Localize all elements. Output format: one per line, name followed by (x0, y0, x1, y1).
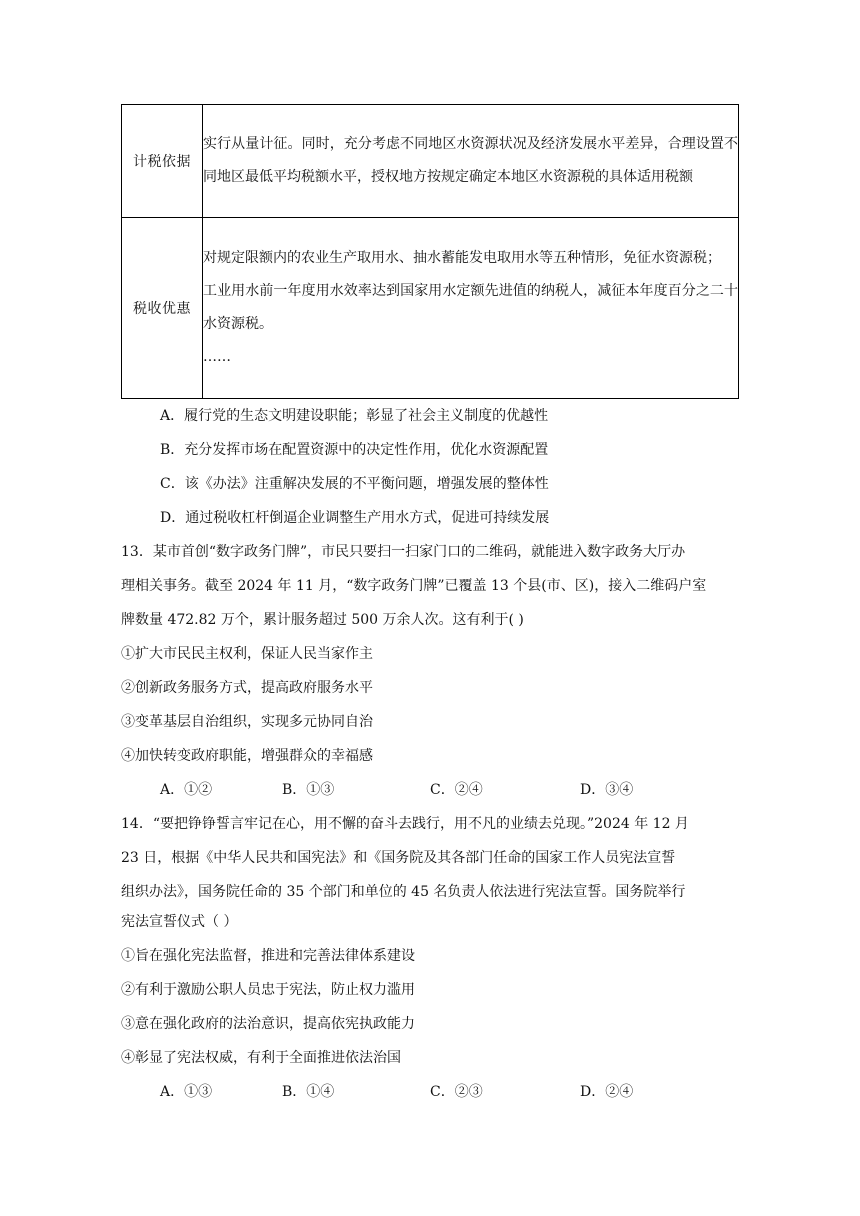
q13-statement-1: ①扩大市民民主权利，保证人民当家作主 (121, 646, 373, 662)
q13-statement-2: ②创新政务服务方式，提高政府服务水平 (121, 680, 373, 696)
q14-choice-d: D．②④ (580, 1084, 634, 1100)
table-paragraph: 工业用水前一年度用水效率达到国家用水定额先进值的纳税人，减征本年度百分之二十水资源税。 (203, 283, 738, 332)
table-row (122, 218, 739, 399)
q14-choice-c: C．②③ (430, 1084, 483, 1100)
row-label-tax-preference: 税收优惠 (122, 218, 203, 399)
q14-stem-line: 14．“要把铮铮誓言牢记在心，用不懈的奋斗去践行，用不凡的业绩去兑现。”2024 年 12 月 (121, 816, 689, 832)
row-content-tax-basis (203, 105, 739, 218)
table-paragraph: 对规定限额内的农业生产取用水、抽水蓄能发电取用水等五种情形，免征水资源税； (203, 250, 721, 266)
q14-statement-1: ①旨在强化宪法监督，推进和完善法律体系建设 (121, 948, 415, 964)
q12-option-c: C．该《办法》注重解决发展的不平衡问题，增强发展的整体性 (160, 476, 549, 492)
water-tax-table (121, 104, 739, 399)
q14-statement-3: ③意在强化政府的法治意识，提高依宪执政能力 (121, 1016, 415, 1032)
row-content-tax-preference (203, 218, 739, 399)
q12-option-d: D．通过税收杠杆倒逼企业调整生产用水方式，促进可持续发展 (160, 510, 550, 526)
q13-choice-a: A．①② (160, 782, 213, 798)
q13-stem-line: 理相关事务。截至 2024 年 11 月，“数字政务门牌”已覆盖 13 个县(市、区)，接入二维码户室 (121, 578, 707, 594)
row-label-tax-basis: 计税依据 (122, 105, 203, 218)
q13-stem-line: 13．某市首创“数字政务门牌”，市民只要扫一扫家门口的二维码，就能进入数字政务大厅办 (121, 544, 686, 560)
q14-statement-2: ②有利于激励公职人员忠于宪法，防止权力滥用 (121, 982, 415, 998)
q14-choice-b: B．①④ (282, 1084, 335, 1100)
q13-choice-d: D．③④ (580, 782, 634, 798)
q14-choice-a: A．①③ (160, 1084, 213, 1100)
q13-statement-4: ④加快转变政府职能，增强群众的幸福感 (121, 748, 373, 764)
q13-stem-line: 牌数量 472.82 万个，累计服务超过 500 万余人次。这有利于( ) (121, 612, 524, 628)
q13-choice-c: C．②④ (430, 782, 483, 798)
q14-statement-4: ④彰显了宪法权威，有利于全面推进依法治国 (121, 1050, 401, 1066)
q12-option-a: A．履行党的生态文明建设职能；彰显了社会主义制度的优越性 (160, 408, 549, 424)
q12-option-b: B．充分发挥市场在配置资源中的决定性作用，优化水资源配置 (160, 442, 549, 458)
table-paragraph: …… (203, 349, 231, 365)
q13-statement-3: ③变革基层自治组织，实现多元协同自治 (121, 714, 373, 730)
table-row (122, 105, 739, 218)
q13-choice-b: B．①③ (282, 782, 335, 798)
q14-stem-line: 23 日，根据《中华人民共和国宪法》和《国务院及其各部门任命的国家工作人员宪法宣誓 (121, 850, 676, 866)
q14-stem-line: 组织办法》，国务院任命的 35 个部门和单位的 45 名负责人依法进行宪法宣誓。国务院举行 (121, 884, 686, 900)
table-paragraph: 实行从量计征。同时，充分考虑不同地区水资源状况及经济发展水平差异，合理设置不同地区最低平均税额水平，授权地方按规定确定本地区水资源税的具体适用税额 (203, 136, 738, 185)
q14-stem-line: 宪法宣誓仪式（ ） (121, 914, 238, 930)
